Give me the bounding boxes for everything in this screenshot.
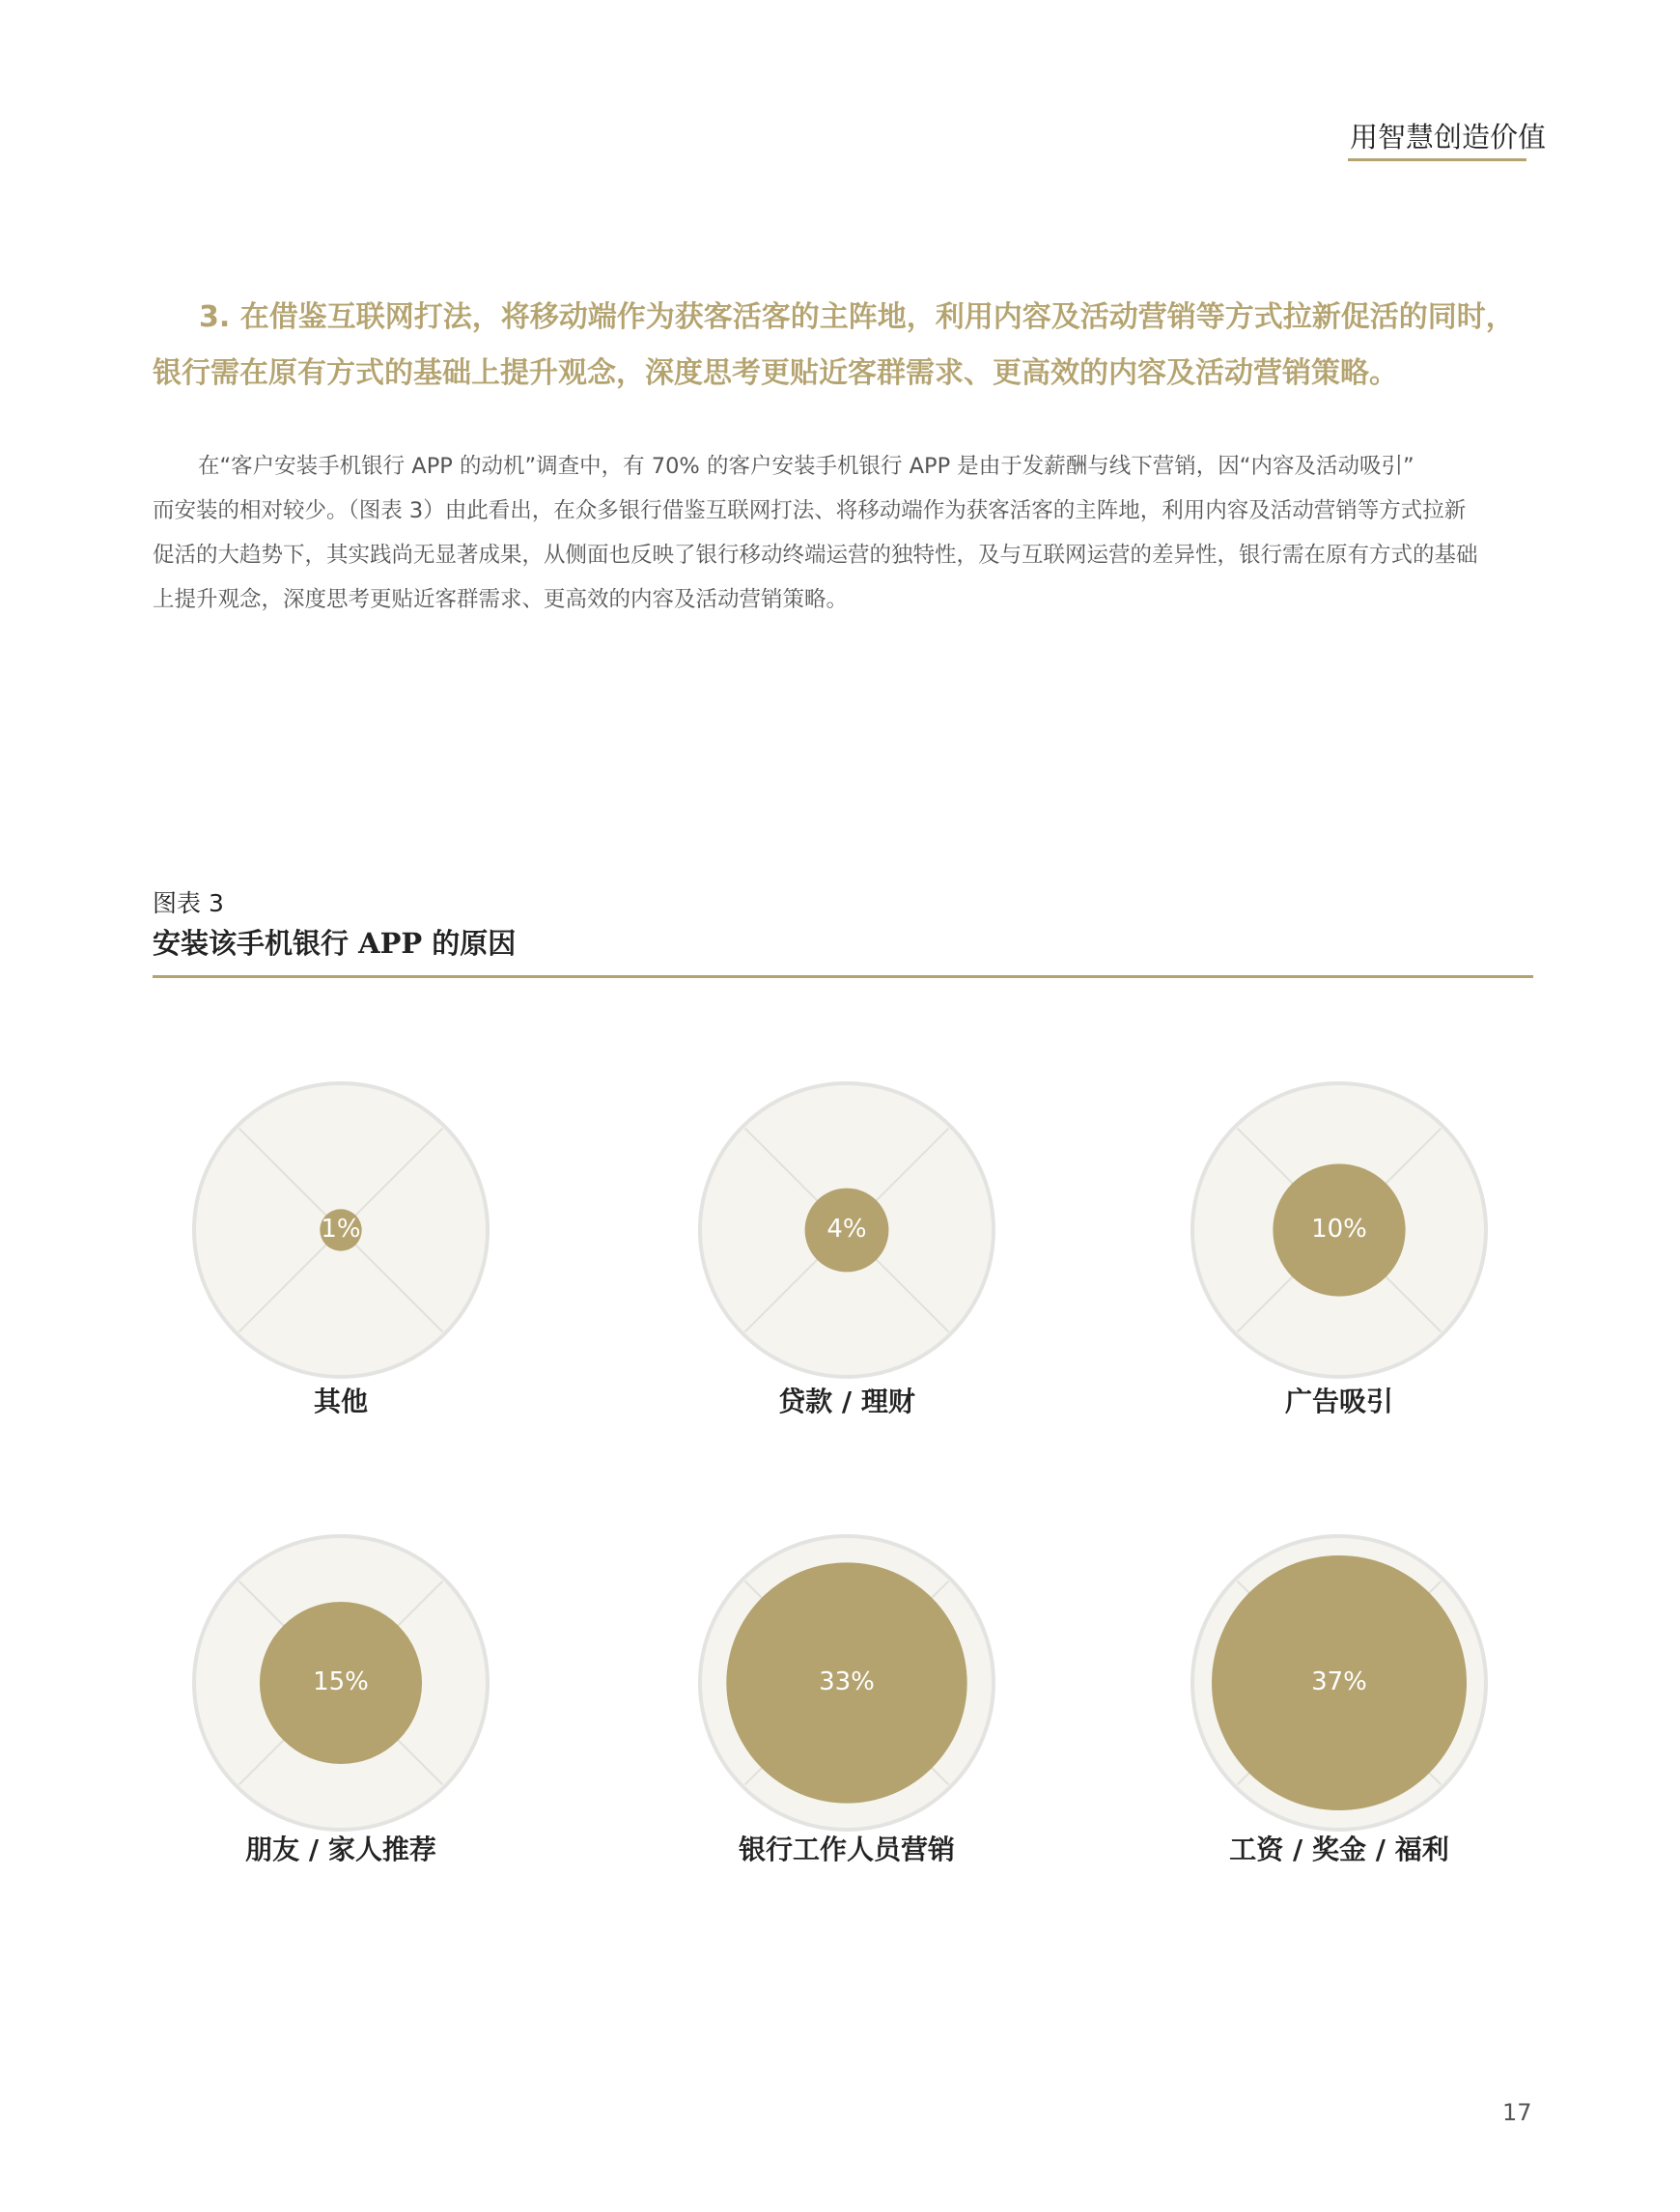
bubble-category-label: 朋友 / 家人推荐 (245, 1834, 436, 1865)
bubble-value-label: 1% (321, 1215, 361, 1244)
body-line-4: 上提升观念，深度思考更贴近客群需求、更高效的内容及活动营销策略。 (153, 587, 849, 612)
bubble-5 (695, 1531, 998, 1834)
bubble-3 (1188, 1078, 1491, 1382)
bubble-value-label: 10% (1311, 1215, 1367, 1244)
figure-title: 安装该手机银行 APP 的原因 (153, 927, 517, 960)
figure-label: 图表 3 (153, 889, 224, 917)
bubble-category-label: 广告吸引 (1284, 1386, 1393, 1417)
section-heading (153, 290, 1533, 402)
figure-rule (153, 975, 1533, 978)
body-line-2: 而安装的相对较少。（图表 3）由此看出，在众多银行借鉴互联网打法、将移动端作为获客活客的主阵地，利用内容及活动营销等方式拉新 (153, 498, 1467, 523)
running-header: 用智慧创造价值 (1350, 121, 1547, 154)
body-line-1: 在“客户安装手机银行 APP 的动机”调查中，有 70% 的客户安装手机银行 APP 是由于发薪酬与线下营销，因“内容及活动吸引” (198, 454, 1414, 479)
bubble-category-label: 其他 (313, 1386, 368, 1417)
bubble-category-label: 贷款 / 理财 (778, 1386, 915, 1417)
bubble-2 (695, 1078, 998, 1382)
bubble-value-label: 4% (826, 1215, 867, 1244)
header-rule (1348, 158, 1526, 161)
bubble-value-label: 37% (1311, 1667, 1367, 1696)
bubble-4 (189, 1531, 492, 1834)
bubble-6 (1188, 1531, 1491, 1834)
body-line-3: 促活的大趋势下，其实践尚无显著成果，从侧面也反映了银行移动终端运营的独特性，及与互联网运营的差异性，银行需在原有方式的基础 (153, 543, 1478, 568)
bubble-value-label: 15% (313, 1667, 369, 1696)
bubble-value-label: 33% (819, 1667, 875, 1696)
bubble-1 (189, 1078, 492, 1382)
heading-line-1: 3. 在借鉴互联网打法，将移动端作为获客活客的主阵地，利用内容及活动营销等方式拉新促活的同时， (199, 300, 1515, 334)
bubble-category-label: 银行工作人员营销 (738, 1834, 955, 1865)
bubble-category-label: 工资 / 奖金 / 福利 (1229, 1834, 1449, 1865)
heading-line-2: 银行需在原有方式的基础上提升观念，深度思考更贴近客群需求、更高效的内容及活动营销策略。 (153, 356, 1398, 390)
page-number: 17 (1502, 2099, 1532, 2126)
body-paragraph (153, 444, 1533, 622)
